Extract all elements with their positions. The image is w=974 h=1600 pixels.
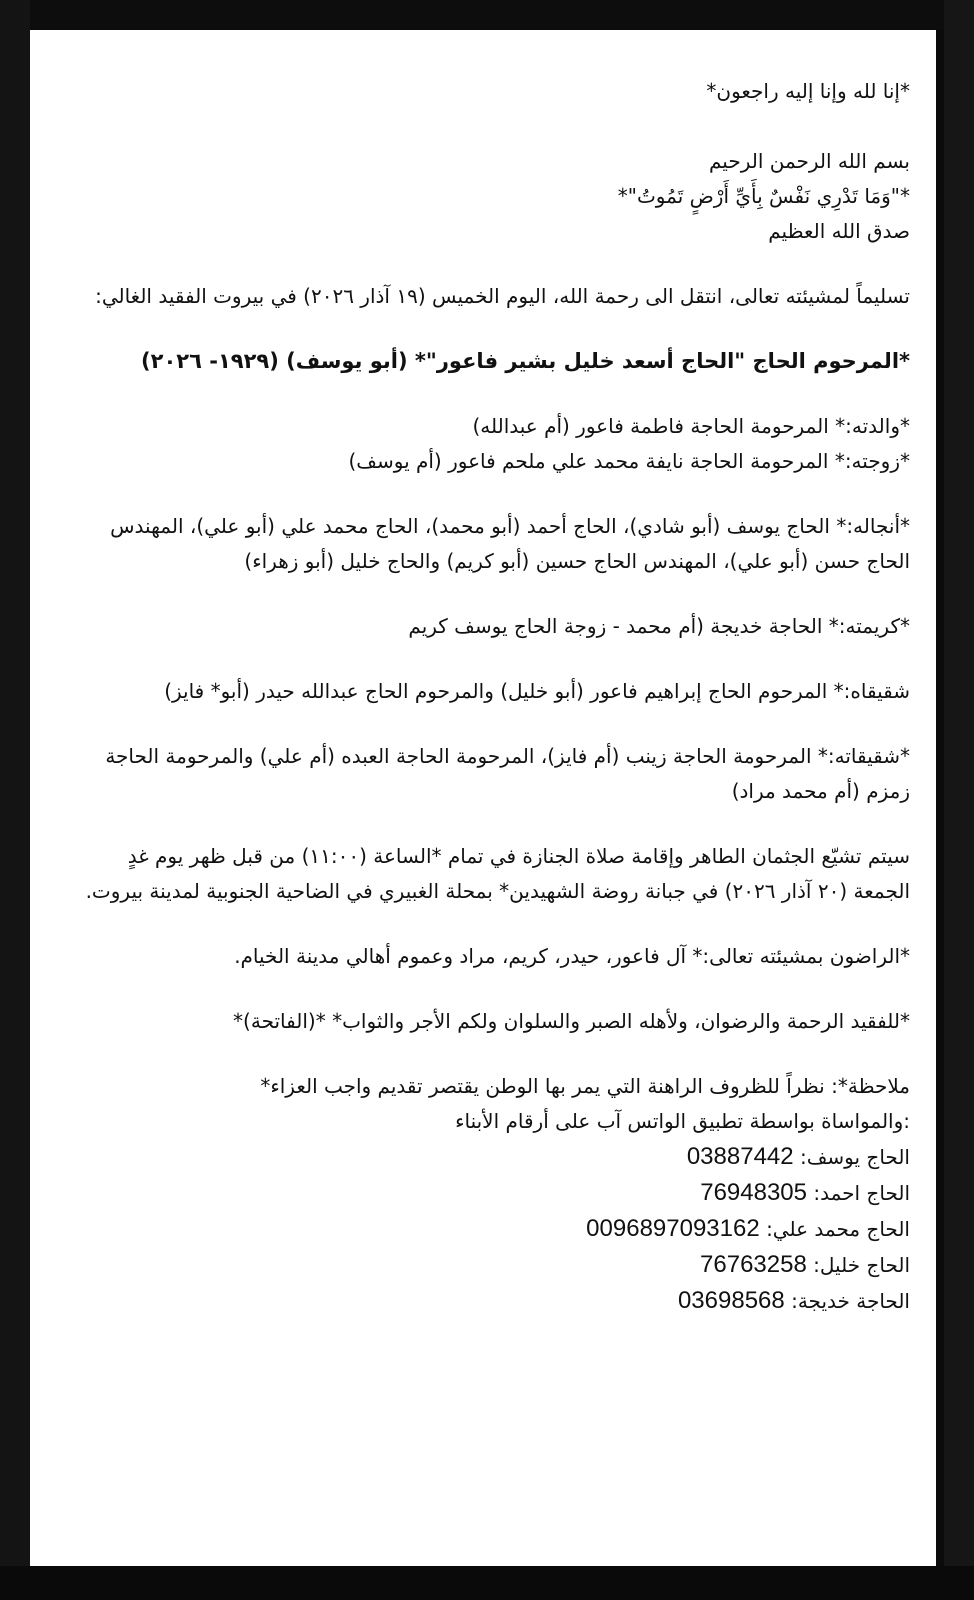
deceased-name: *المرحوم الحاج "الحاج أسعد خليل بشير فاعور"* (أبو يوسف) (١٩٢٩- ٢٠٢٦) (141, 349, 910, 373)
contact-row (70, 1139, 910, 1175)
phone-number[interactable]: 0096897093162 (586, 1215, 760, 1242)
background-right (944, 0, 974, 1600)
phone-number[interactable]: 76948305 (700, 1179, 807, 1206)
phone-number[interactable]: 03698568 (677, 1287, 785, 1314)
funeral-paragraph: سيتم تشيّع الجثمان الطاهر وإقامة صلاة الجنازة في تمام *الساعة (١١:٠٠) من قبل ظهر يوم غدٍ الجمعة (٢٠ آذار ٢٠٢٦) في جبانة روضة الشهيدين* بمحلة الغبيري في الضاحية الجنوبية لمدينة بيروت. (85, 844, 910, 903)
obituary-document (30, 30, 936, 1566)
prayer-line: *للفقيد الرحمة والرضوان، ولأهله الصبر والسلوان ولكم الأجر والثواب* *(الفاتحة)* (233, 1009, 910, 1033)
note-line-1: ملاحظة*: نظراً للظروف الراهنة التي يمر بها الوطن يقتصر تقديم واجب العزاء* (260, 1074, 910, 1098)
contact-list (70, 1139, 910, 1319)
contact-row (70, 1211, 910, 1247)
contact-row (70, 1283, 910, 1319)
phone-number[interactable]: 76763258 (700, 1251, 807, 1278)
contact-label: الحاج محمد علي: (766, 1217, 910, 1241)
sisters-paragraph: *شقيقاته:* المرحومة الحاجة زينب (أم فايز)، المرحومة الحاجة العبده (أم علي) والمرحومة الحاجة زمزم (أم محمد مراد) (105, 744, 910, 803)
contact-row (70, 1247, 910, 1283)
contact-label: الحاج خليل: (813, 1253, 910, 1277)
sadaq-line: صدق الله العظيم (768, 219, 910, 243)
brothers-paragraph: شقيقاه:* المرحوم الحاج إبراهيم فاعور (أبو خليل) والمرحوم الحاج عبدالله حيدر (أبو* فايز) (164, 679, 910, 703)
phone-number[interactable]: 03887442 (686, 1143, 794, 1170)
basmala: بسم الله الرحمن الرحيم (708, 149, 910, 173)
background-bottom (0, 1566, 974, 1600)
opening-line: *إنا لله وإنا إليه راجعون* (706, 79, 910, 103)
contact-label: الحاجة خديجة: (791, 1289, 910, 1313)
background-left (0, 0, 30, 1600)
mother-line: *والدته:* المرحومة الحاجة فاطمة فاعور (أم عبدالله) (472, 414, 910, 438)
mourners-line: *الراضون بمشيئته تعالى:* آل فاعور، حيدر، كريم، مراد وعموم أهالي مدينة الخيام. (234, 944, 910, 968)
quran-verse: *"وَمَا تَدْرِي نَفْسٌ بِأَيِّ أَرْضٍ تَمُوتُ"* (617, 184, 910, 208)
background-top (0, 0, 974, 30)
note-line-2: :والمواساة بواسطة تطبيق الواتس آب على أرقام الأبناء (455, 1109, 910, 1133)
daughter-line: *كريمته:* الحاجة خديجة (أم محمد - زوجة الحاج يوسف كريم (408, 614, 910, 638)
sons-paragraph: *أنجاله:* الحاج يوسف (أبو شادي)، الحاج أحمد (أبو محمد)، الحاج محمد علي (أبو علي)، المهندس الحاج حسن (أبو علي)، المهندس الحاج حسين (أبو كريم) والحاج خليل (أبو زهراء) (110, 514, 910, 573)
contact-label: الحاج يوسف: (799, 1145, 910, 1169)
contact-row (70, 1175, 910, 1211)
contact-label: الحاج احمد: (813, 1181, 910, 1205)
intro-paragraph: تسليماً لمشيئته تعالى، انتقل الى رحمة الله، اليوم الخميس (١٩ آذار ٢٠٢٦) في بيروت الفقيد الغالي: (95, 284, 910, 308)
wife-line: *زوجته:* المرحومة الحاجة نايفة محمد علي ملحم فاعور (أم يوسف) (348, 449, 910, 473)
